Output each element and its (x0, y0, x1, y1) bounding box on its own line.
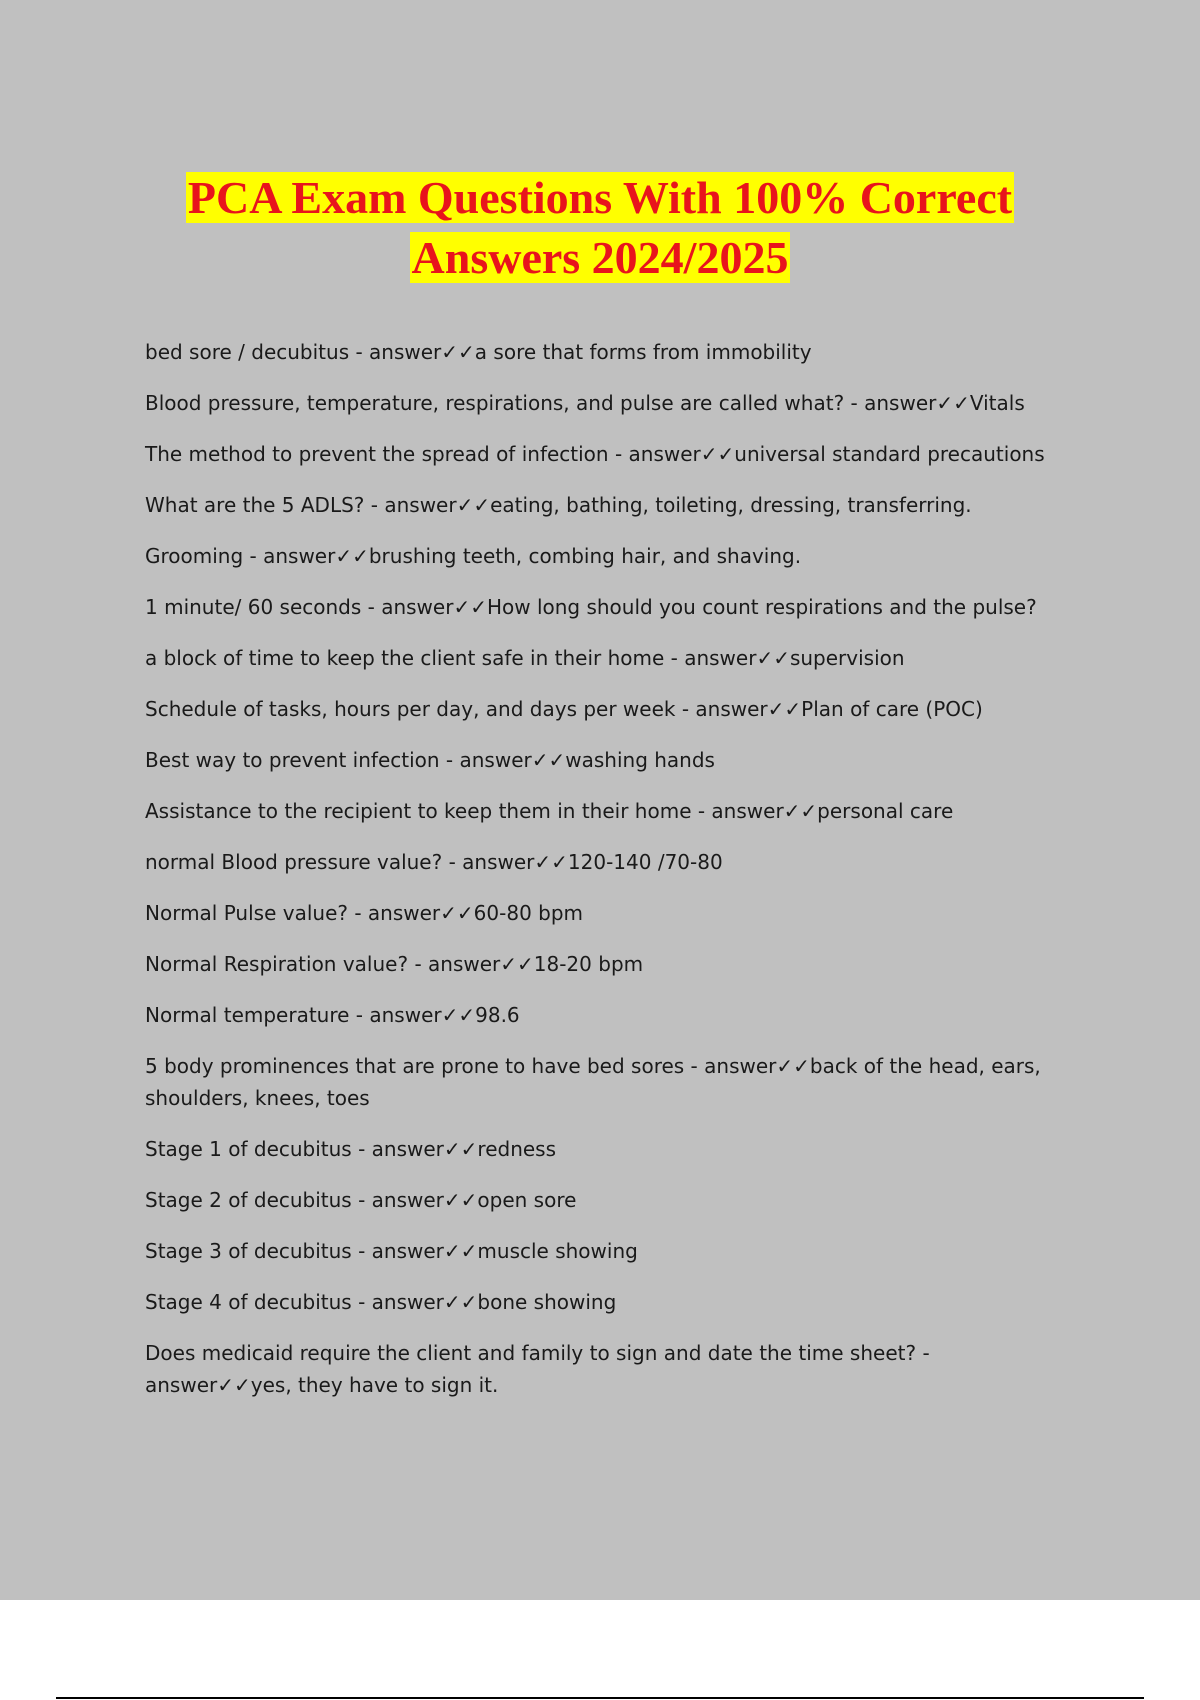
qa-item: Best way to prevent infection - answer✓✓washing hands (145, 748, 715, 772)
qa-item: bed sore / decubitus - answer✓✓a sore that forms from immobility (145, 340, 812, 364)
qa-item: 5 body prominences that are prone to have bed sores - answer✓✓back of the head, ears, shoulders, knees, toes (145, 1054, 1041, 1110)
qa-item: Stage 4 of decubitus - answer✓✓bone showing (145, 1290, 617, 1314)
qa-item: Stage 2 of decubitus - answer✓✓open sore (145, 1188, 577, 1212)
title-line-2: Answers 2024/2025 (411, 232, 789, 283)
qa-item: Normal temperature - answer✓✓98.6 (145, 1003, 520, 1027)
document-title (0, 168, 1200, 288)
qa-item: Stage 1 of decubitus - answer✓✓redness (145, 1137, 557, 1161)
qa-item: normal Blood pressure value? - answer✓✓120-140 /70-80 (145, 850, 723, 874)
qa-item: The method to prevent the spread of infection - answer✓✓universal standard precautions (145, 442, 1045, 466)
qa-item: a block of time to keep the client safe in their home - answer✓✓supervision (145, 646, 905, 670)
qa-item: Normal Respiration value? - answer✓✓18-20 bpm (145, 952, 644, 976)
footer-divider (56, 1697, 1144, 1699)
qa-item: Grooming - answer✓✓brushing teeth, combing hair, and shaving. (145, 544, 802, 568)
qa-item: Schedule of tasks, hours per day, and days per week - answer✓✓Plan of care (POC) (145, 697, 983, 721)
qa-item: Normal Pulse value? - answer✓✓60-80 bpm (145, 901, 584, 925)
qa-item: 1 minute/ 60 seconds - answer✓✓How long should you count respirations and the pulse? (145, 595, 1037, 619)
qa-item: What are the 5 ADLS? - answer✓✓eating, bathing, toileting, dressing, transferring. (145, 493, 972, 517)
qa-list (145, 336, 1075, 1420)
title-line-1: PCA Exam Questions With 100% Correct (187, 172, 1013, 223)
qa-item: Blood pressure, temperature, respirations, and pulse are called what? - answer✓✓Vitals (145, 391, 1025, 415)
qa-item: Does medicaid require the client and family to sign and date the time sheet? - answer✓✓yes, they have to sign it. (145, 1341, 930, 1397)
qa-item: Stage 3 of decubitus - answer✓✓muscle showing (145, 1239, 638, 1263)
qa-item: Assistance to the recipient to keep them in their home - answer✓✓personal care (145, 799, 954, 823)
